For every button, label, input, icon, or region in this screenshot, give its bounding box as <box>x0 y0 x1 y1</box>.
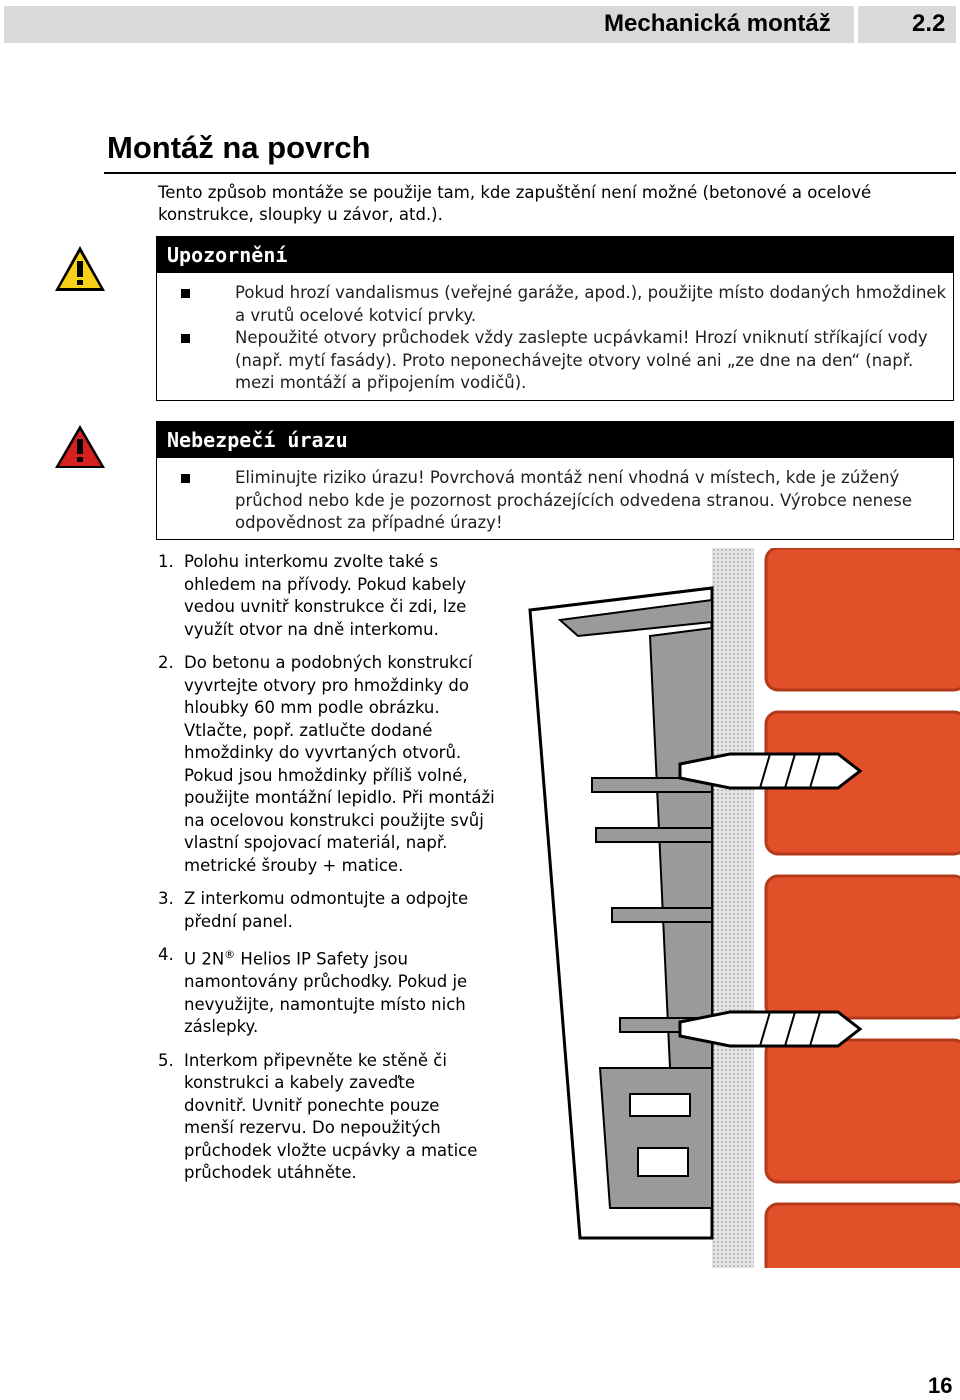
steps-list <box>158 551 718 1196</box>
notice-item: Pokud hrozí vandalismus (veřejné garáže, apod.), použijte místo dodaných hmoždinek a vrutů ocelové kotvicí prvky. <box>157 282 953 327</box>
step-item: 1. Polohu interkomu zvolte také s ohledem na přívody. Pokud kabely vedou uvnitř konstrukce či zdi, lze využít otvor na dně interkomu. <box>158 552 467 639</box>
notice-item: Nepoužité otvory průchodek vždy zaslepte ucpávkami! Hrozí vniknutí stříkající vody (např. mytí fasády). Proto neponechávejte otvory volné ani „ze dne na den“ (např. mezi montáží a připojením vodičů). <box>157 327 953 395</box>
page-title: Montáž na povrch <box>107 130 371 165</box>
step-item: 5. Interkom připevněte ke stěně či konstrukci a kabely zaveďte dovnitř. Uvnitř ponechte pouze menší rezervu. Do nepoužitých průchodek vložte ucpávky a matice průchodek utáhněte. <box>158 1050 478 1182</box>
square-bullet-icon <box>181 334 190 343</box>
registered-mark: ® <box>224 948 236 961</box>
section-title: Mechanická montáž <box>604 10 831 37</box>
step-item: 4. U 2N® Helios IP Safety jsou namontovány průchodky. Pokud je nevyužijte, namontujte místo nich záslepky. <box>158 945 468 1036</box>
page-number: 16 <box>928 1373 953 1398</box>
plaster-layer <box>712 548 754 1268</box>
section-number: 2.2 <box>912 10 946 37</box>
danger-item: Eliminujte riziko úrazu! Povrchová montáž není vhodná v místech, kde je zúžený průchod nebo kde je pozornost procházejících odvedena stranou. Výrobce nenese odpovědnost za případné úrazy! <box>157 467 953 535</box>
step-item: 2. Do betonu a podobných konstrukcí vyvrtejte otvory pro hmoždinky do hloubky 60 mm podle obrázku. Vtlačte, popř. zatlučte dodané hmoždinky do vyvrtaných otvorů. Pokud jsou hmoždinky příliš volné, použijte montážní lepidlo. Při montáži na ocelovou konstrukci použijte svůj vlastní spojovací materiál, např. metrické šrouby + matice. <box>158 653 495 875</box>
notice-box <box>156 236 954 401</box>
danger-icon <box>53 423 107 471</box>
warning-icon <box>53 244 107 294</box>
danger-box <box>156 421 954 540</box>
danger-heading: Nebezpečí úrazu <box>157 422 953 458</box>
square-bullet-icon <box>181 289 190 298</box>
step-item: 3. Z interkomu odmontujte a odpojte přední panel. <box>158 889 469 931</box>
square-bullet-icon <box>181 474 190 483</box>
notice-heading: Upozornění <box>157 237 953 273</box>
intro-paragraph: Tento způsob montáže se použije tam, kde zapuštění není možné (betonové a ocelové konstrukce, sloupky u závor, atd.). <box>158 183 872 224</box>
brick-wall <box>766 548 960 1268</box>
title-rule <box>104 172 956 174</box>
